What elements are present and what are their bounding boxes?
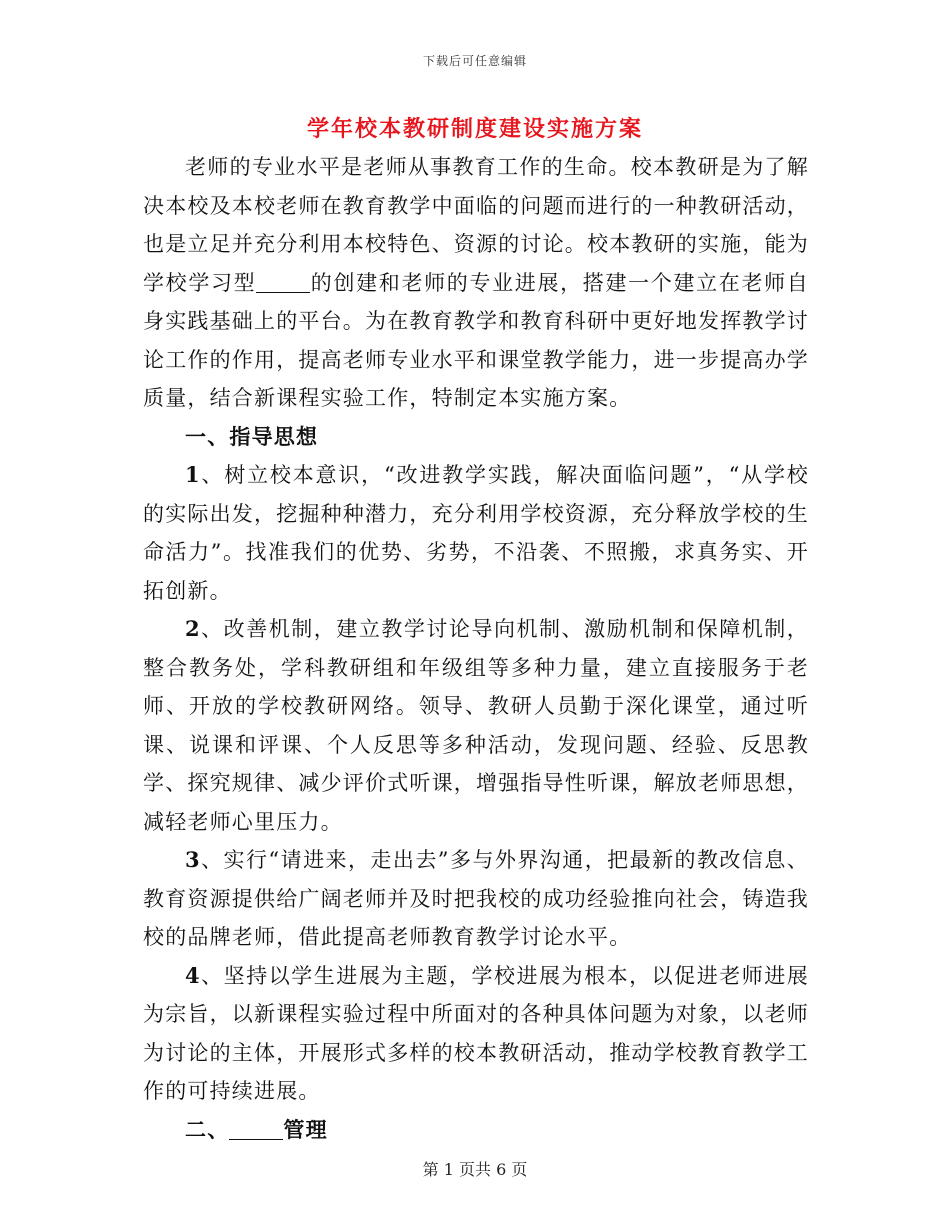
list-item-4 xyxy=(143,957,809,1111)
item-number: 1 xyxy=(185,462,201,487)
header-note: 下载后可任意编辑 xyxy=(422,54,527,68)
list-item-1 xyxy=(143,456,809,610)
list-item-2 xyxy=(143,610,809,841)
fill-in-blank xyxy=(229,1118,283,1140)
item-number: 2 xyxy=(185,616,201,641)
section-heading-text: 管理 xyxy=(283,1116,328,1142)
item-text: 、改善机制，建立教学讨论导向机制、激励机制和保障机制，整合教务处，学科教研组和年级组等多种力量，建立直接服务于老师、开放的学校教研网络。领导、教研人员勤于深化课堂，通过听课、说课和评课、个人反思等多种活动，发现问题、经验、反思教学、探究规律、减少评价式听课，增强指导性听课，解放老师思想，减轻老师心里压力。 xyxy=(143,617,809,834)
intro-text-part1: 老师的专业水平是老师从事教育工作的生命。校本教研是为了解决本校及本校老师在教育教学中面临的问题而进行的一种教研活动，也是立足并充分利用本校特色、资源的讨论。校本教研的实施，能为学校学习型 xyxy=(143,155,809,295)
item-text: 、坚持以学生进展为主题，学校进展为根本，以促进老师进展为宗旨，以新课程实验过程中所面对的各种具体问题为对象，以老师为讨论的主体，开展形式多样的校本教研活动，推动学校教育教学工作的可持续进展。 xyxy=(143,963,809,1103)
intro-paragraph xyxy=(143,148,809,418)
intro-text-part2: 的创建和老师的专业进展，搭建一个建立在老师自身实践基础上的平台。为在教育教学和教育科研中更好地发挥教学讨论工作的作用，提高老师专业水平和课堂教学能力，进一步提高办学质量，结合新课程实验工作，特制定本实施方案。 xyxy=(143,270,810,410)
item-text: 、实行“请进来，走出去”多与外界沟通，把最新的教改信息、教育资源提供给广阔老师并及时把我校的成功经验推向社会，铸造我校的品牌老师，借此提高老师教育教学讨论水平。 xyxy=(143,848,809,949)
document-body xyxy=(143,148,809,1149)
document-title: 学年校本教研制度建设实施方案 xyxy=(306,116,643,142)
list-item-3 xyxy=(143,841,809,957)
item-text: 、树立校本意识，“改进教学实践，解决面临问题”，“从学校的实际出发，挖掘种种潜力，充分利用学校资源，充分释放学校的生命活力”。找准我们的优势、劣势，不沿袭、不照搬，求真务实、开拓创新。 xyxy=(143,463,809,603)
section-heading-management xyxy=(143,1111,809,1150)
section-heading-guiding-ideology: 一、指导思想 xyxy=(185,423,319,449)
item-number: 4 xyxy=(185,962,201,988)
page-number-footer: 第 1 页共 6 页 xyxy=(422,1160,528,1179)
fill-in-blank xyxy=(256,271,310,293)
section-number: 二、 xyxy=(185,1116,230,1142)
item-number: 3 xyxy=(185,847,201,872)
